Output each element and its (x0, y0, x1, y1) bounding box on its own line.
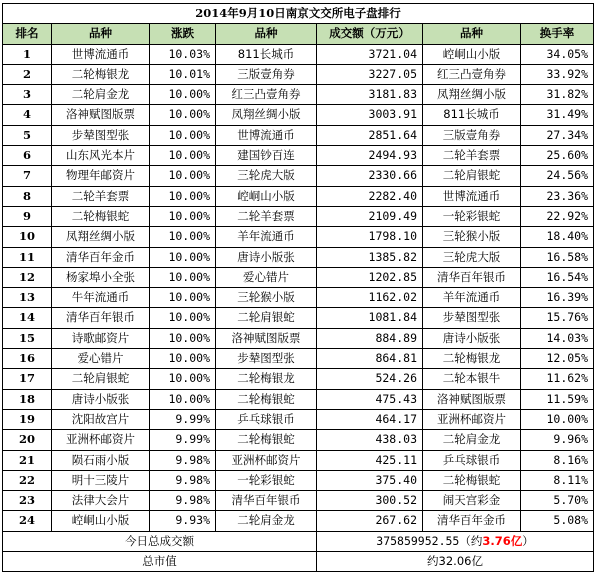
turnover-cell: 11.59% (521, 389, 594, 409)
volume-cell: 884.89 (317, 328, 423, 348)
volume-cell: 1081.84 (317, 308, 423, 328)
volume-name-cell: 二轮梅银龙 (216, 369, 317, 389)
volume-cell: 524.26 (317, 369, 423, 389)
change-cell: 10.00% (150, 166, 216, 186)
table-row (3, 328, 594, 348)
volume-name-cell: 步辇图型张 (216, 349, 317, 369)
table-row (3, 247, 594, 267)
volume-name-cell: 建国钞百连 (216, 146, 317, 166)
turnover-cell: 18.40% (521, 227, 594, 247)
rank-cell: 13 (3, 288, 52, 308)
volume-cell: 3181.83 (317, 85, 423, 105)
header-rank: 排名 (3, 24, 52, 44)
change-cell: 10.00% (150, 349, 216, 369)
turnover-name-cell: 世博流通币 (423, 186, 521, 206)
turnover-name-cell: 洛神赋图版票 (423, 389, 521, 409)
turnover-cell: 33.92% (521, 64, 594, 84)
turnover-name-cell: 三轮猴小版 (423, 227, 521, 247)
gain-name-cell: 陨石雨小版 (52, 450, 150, 470)
gain-name-cell: 世博流通币 (52, 44, 150, 64)
turnover-cell: 23.36% (521, 186, 594, 206)
turnover-cell: 24.56% (521, 166, 594, 186)
turnover-name-cell: 二轮羊套票 (423, 146, 521, 166)
total-approx-suffix: ） (522, 533, 534, 548)
total-volume-value (317, 531, 594, 551)
table-title: 2014年9月10日南京文交所电子盘排行 (3, 4, 594, 24)
header-turnover: 换手率 (521, 24, 594, 44)
gain-name-cell: 二轮梅银蛇 (52, 206, 150, 226)
header-name-gain: 品种 (52, 24, 150, 44)
change-cell: 10.03% (150, 44, 216, 64)
volume-name-cell: 二轮肩金龙 (216, 511, 317, 531)
table-row (3, 491, 594, 511)
table-row (3, 389, 594, 409)
turnover-name-cell: 二轮肩银蛇 (423, 166, 521, 186)
table-row (3, 430, 594, 450)
turnover-cell: 8.11% (521, 470, 594, 490)
table-row (3, 369, 594, 389)
rank-cell: 8 (3, 186, 52, 206)
volume-cell: 300.52 (317, 491, 423, 511)
total-row (3, 531, 594, 551)
volume-name-cell: 爱心错片 (216, 267, 317, 287)
rank-cell: 14 (3, 308, 52, 328)
rank-cell: 21 (3, 450, 52, 470)
header-row (3, 24, 594, 44)
gain-name-cell: 法律大会片 (52, 491, 150, 511)
volume-cell: 2494.93 (317, 146, 423, 166)
change-cell: 9.98% (150, 450, 216, 470)
turnover-cell: 5.08% (521, 511, 594, 531)
turnover-cell: 5.70% (521, 491, 594, 511)
rank-cell: 10 (3, 227, 52, 247)
title-row (3, 4, 594, 24)
turnover-name-cell: 乒乓球银币 (423, 450, 521, 470)
change-cell: 10.00% (150, 389, 216, 409)
ranking-table (2, 3, 594, 572)
rank-cell: 18 (3, 389, 52, 409)
gain-name-cell: 清华百年银币 (52, 308, 150, 328)
turnover-cell: 11.62% (521, 369, 594, 389)
volume-name-cell: 清华百年银币 (216, 491, 317, 511)
gain-name-cell: 诗歌邮资片 (52, 328, 150, 348)
table-row (3, 105, 594, 125)
rank-cell: 7 (3, 166, 52, 186)
turnover-cell: 27.34% (521, 125, 594, 145)
change-cell: 9.99% (150, 430, 216, 450)
volume-cell: 475.43 (317, 389, 423, 409)
change-cell: 10.00% (150, 288, 216, 308)
gain-name-cell: 山东风光本片 (52, 146, 150, 166)
turnover-name-cell: 二轮肩金龙 (423, 430, 521, 450)
gain-name-cell: 唐诗小版张 (52, 389, 150, 409)
volume-cell: 1202.85 (317, 267, 423, 287)
turnover-name-cell: 三版壹角券 (423, 125, 521, 145)
header-volume: 成交额（万元） (317, 24, 423, 44)
rank-cell: 9 (3, 206, 52, 226)
turnover-name-cell: 清华百年银币 (423, 267, 521, 287)
turnover-cell: 16.58% (521, 247, 594, 267)
volume-name-cell: 羊年流通币 (216, 227, 317, 247)
change-cell: 10.00% (150, 369, 216, 389)
table-row (3, 450, 594, 470)
rank-cell: 4 (3, 105, 52, 125)
volume-cell: 2282.40 (317, 186, 423, 206)
rank-cell: 6 (3, 146, 52, 166)
table-row (3, 44, 594, 64)
turnover-name-cell: 闹天宫彩金 (423, 491, 521, 511)
volume-name-cell: 三轮虎大版 (216, 166, 317, 186)
change-cell: 9.98% (150, 470, 216, 490)
volume-name-cell: 亚洲杯邮资片 (216, 450, 317, 470)
volume-cell: 2109.49 (317, 206, 423, 226)
turnover-name-cell: 二轮梅银龙 (423, 349, 521, 369)
total-approx-prefix: （约 (459, 533, 483, 548)
rank-cell: 19 (3, 409, 52, 429)
turnover-name-cell: 二轮本银牛 (423, 369, 521, 389)
turnover-cell: 34.05% (521, 44, 594, 64)
volume-cell: 1385.82 (317, 247, 423, 267)
rank-cell: 5 (3, 125, 52, 145)
rank-cell: 11 (3, 247, 52, 267)
rank-cell: 23 (3, 491, 52, 511)
volume-name-cell: 811长城币 (216, 44, 317, 64)
gain-name-cell: 爱心错片 (52, 349, 150, 369)
turnover-name-cell: 清华百年金币 (423, 511, 521, 531)
turnover-name-cell: 凤翔丝绸小版 (423, 85, 521, 105)
turnover-name-cell: 崆峒山小版 (423, 44, 521, 64)
table-row (3, 227, 594, 247)
rank-cell: 17 (3, 369, 52, 389)
table-row (3, 125, 594, 145)
turnover-cell: 8.16% (521, 450, 594, 470)
table-row (3, 186, 594, 206)
volume-name-cell: 二轮梅银蛇 (216, 389, 317, 409)
gain-name-cell: 二轮梅银龙 (52, 64, 150, 84)
volume-cell: 464.17 (317, 409, 423, 429)
rank-cell: 2 (3, 64, 52, 84)
volume-cell: 375.40 (317, 470, 423, 490)
volume-name-cell: 二轮羊套票 (216, 206, 317, 226)
turnover-name-cell: 811长城币 (423, 105, 521, 125)
gain-name-cell: 二轮肩银蛇 (52, 369, 150, 389)
volume-name-cell: 洛神赋图版票 (216, 328, 317, 348)
gain-name-cell: 步辇图型张 (52, 125, 150, 145)
gain-name-cell: 二轮肩金龙 (52, 85, 150, 105)
gain-name-cell: 二轮羊套票 (52, 186, 150, 206)
volume-name-cell: 三版壹角券 (216, 64, 317, 84)
turnover-cell: 22.92% (521, 206, 594, 226)
gain-name-cell: 凤翔丝绸小版 (52, 227, 150, 247)
table-row (3, 511, 594, 531)
total-volume-number: 375859952.55 (376, 533, 460, 548)
volume-name-cell: 一轮彩银蛇 (216, 470, 317, 490)
rank-cell: 15 (3, 328, 52, 348)
turnover-cell: 16.39% (521, 288, 594, 308)
volume-cell: 425.11 (317, 450, 423, 470)
volume-name-cell: 二轮梅银蛇 (216, 430, 317, 450)
change-cell: 10.01% (150, 64, 216, 84)
turnover-cell: 31.49% (521, 105, 594, 125)
table-row (3, 85, 594, 105)
rank-cell: 20 (3, 430, 52, 450)
table-row (3, 470, 594, 490)
change-cell: 10.00% (150, 186, 216, 206)
table-body (3, 44, 594, 531)
turnover-cell: 14.03% (521, 328, 594, 348)
change-cell: 10.00% (150, 105, 216, 125)
total-approx-value: 3.76亿 (482, 533, 523, 548)
change-cell: 9.98% (150, 491, 216, 511)
gain-name-cell: 杨家埠小全张 (52, 267, 150, 287)
table-row (3, 409, 594, 429)
table-row (3, 146, 594, 166)
volume-name-cell: 世博流通币 (216, 125, 317, 145)
market-cap-value: 约32.06亿 (317, 552, 594, 572)
header-change: 涨跌 (150, 24, 216, 44)
volume-cell: 1162.02 (317, 288, 423, 308)
change-cell: 10.00% (150, 308, 216, 328)
change-cell: 9.93% (150, 511, 216, 531)
header-name-volume: 品种 (216, 24, 317, 44)
change-cell: 10.00% (150, 146, 216, 166)
change-cell: 10.00% (150, 85, 216, 105)
turnover-name-cell: 羊年流通币 (423, 288, 521, 308)
gain-name-cell: 洛神赋图版票 (52, 105, 150, 125)
turnover-name-cell: 唐诗小版张 (423, 328, 521, 348)
gain-name-cell: 物理年邮资片 (52, 166, 150, 186)
turnover-cell: 9.96% (521, 430, 594, 450)
volume-cell: 2851.64 (317, 125, 423, 145)
change-cell: 10.00% (150, 247, 216, 267)
change-cell: 10.00% (150, 125, 216, 145)
change-cell: 10.00% (150, 328, 216, 348)
volume-cell: 2330.66 (317, 166, 423, 186)
volume-cell: 3721.04 (317, 44, 423, 64)
volume-name-cell: 红三凸壹角券 (216, 85, 317, 105)
turnover-name-cell: 亚洲杯邮资片 (423, 409, 521, 429)
turnover-cell: 15.76% (521, 308, 594, 328)
rank-cell: 3 (3, 85, 52, 105)
volume-cell: 864.81 (317, 349, 423, 369)
table-row (3, 267, 594, 287)
volume-cell: 3227.05 (317, 64, 423, 84)
gain-name-cell: 崆峒山小版 (52, 511, 150, 531)
volume-name-cell: 凤翔丝绸小版 (216, 105, 317, 125)
turnover-name-cell: 红三凸壹角券 (423, 64, 521, 84)
table-row (3, 308, 594, 328)
turnover-name-cell: 一轮彩银蛇 (423, 206, 521, 226)
gain-name-cell: 清华百年金币 (52, 247, 150, 267)
table-row (3, 64, 594, 84)
table-row (3, 288, 594, 308)
volume-cell: 267.62 (317, 511, 423, 531)
rank-cell: 1 (3, 44, 52, 64)
table-row (3, 349, 594, 369)
volume-name-cell: 二轮肩银蛇 (216, 308, 317, 328)
volume-name-cell: 崆峒山小版 (216, 186, 317, 206)
rank-cell: 22 (3, 470, 52, 490)
volume-name-cell: 唐诗小版张 (216, 247, 317, 267)
gain-name-cell: 亚洲杯邮资片 (52, 430, 150, 450)
turnover-cell: 12.05% (521, 349, 594, 369)
volume-cell: 3003.91 (317, 105, 423, 125)
turnover-cell: 16.54% (521, 267, 594, 287)
rank-cell: 16 (3, 349, 52, 369)
rank-cell: 12 (3, 267, 52, 287)
volume-name-cell: 三轮猴小版 (216, 288, 317, 308)
header-name-turnover: 品种 (423, 24, 521, 44)
change-cell: 9.99% (150, 409, 216, 429)
market-cap-label: 总市值 (3, 552, 317, 572)
table-row (3, 166, 594, 186)
turnover-cell: 25.60% (521, 146, 594, 166)
volume-name-cell: 乒乓球银币 (216, 409, 317, 429)
rank-cell: 24 (3, 511, 52, 531)
table-row (3, 206, 594, 226)
turnover-cell: 10.00% (521, 409, 594, 429)
change-cell: 10.00% (150, 267, 216, 287)
total-volume-label: 今日总成交额 (3, 531, 317, 551)
turnover-name-cell: 三轮虎大版 (423, 247, 521, 267)
change-cell: 10.00% (150, 206, 216, 226)
gain-name-cell: 沈阳故宫片 (52, 409, 150, 429)
volume-cell: 1798.10 (317, 227, 423, 247)
turnover-name-cell: 二轮梅银蛇 (423, 470, 521, 490)
gain-name-cell: 牛年流通币 (52, 288, 150, 308)
volume-cell: 438.03 (317, 430, 423, 450)
turnover-name-cell: 步辇图型张 (423, 308, 521, 328)
change-cell: 10.00% (150, 227, 216, 247)
gain-name-cell: 明十三陵片 (52, 470, 150, 490)
turnover-cell: 31.82% (521, 85, 594, 105)
